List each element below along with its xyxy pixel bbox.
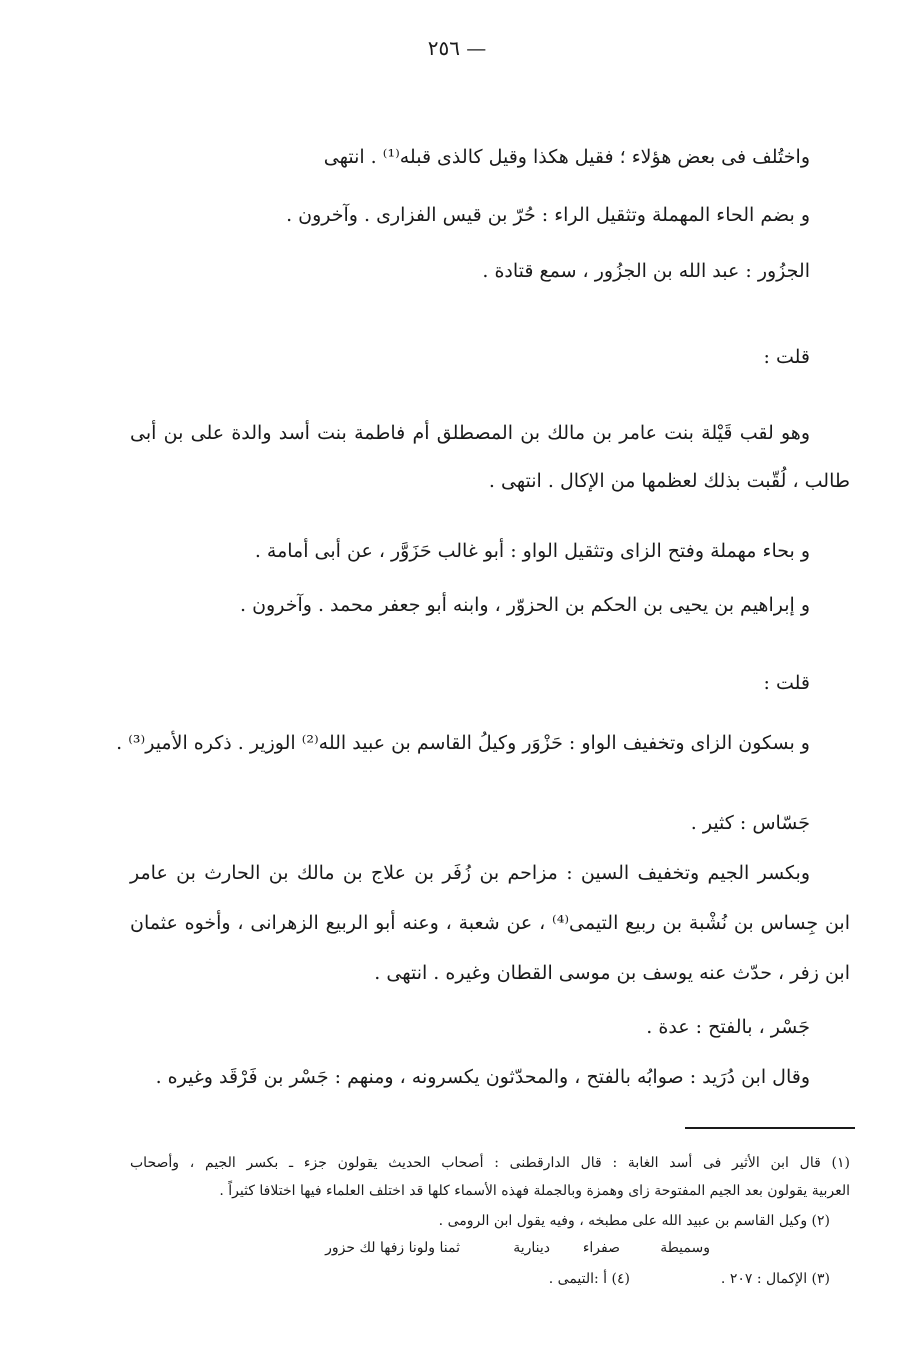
- body-line-3: الجزُور : عبد الله بن الجزُور ، سمع قتادة .: [482, 260, 810, 282]
- body-line-10: و بسكون الزاى وتخفيف الواو : حَزْوَر وكيلُ القاسم بن عبيد الله⁽²⁾ الوزير . ذكره الأمير⁽³⁾ .: [116, 732, 810, 754]
- footnote-1-line-2: العربية يقولون بعد الجيم المفتوحة زاى وهمزة وبالجملة فهذه الأسماء كلها قد اختلف العلماء فيها اختلافا كثيراً .: [219, 1183, 850, 1199]
- body-line-13: ابن جِساس بن نُشْبة بن ربيع التيمى⁽⁴⁾ ، عن شعبة ، وعنه أبو الربيع الزهرانى ، وأخوه عثمان: [130, 912, 850, 934]
- body-line-5: وهو لقب قَيْلة بنت عامر بن مالك بن المصطلق أم فاطمة بنت أسد والدة على بن أبى: [130, 422, 810, 444]
- body-line-14: ابن زفر ، حدّث عنه يوسف بن موسى القطان وغيره . انتهى .: [374, 962, 850, 984]
- verse-word-4: ثمنا ولونا زفها لك حزور: [325, 1240, 460, 1256]
- footnote-4: (٤) أ :التيمى .: [548, 1271, 630, 1287]
- body-line-7: و بحاء مهملة وفتح الزاى وتثقيل الواو : أبو غالب حَزَوَّر ، عن أبى أمامة .: [254, 540, 810, 562]
- section-heading-qult-2: قلت :: [763, 672, 810, 694]
- body-line-6: طالب ، لُقّبت بذلك لعظمها من الإكال . انتهى .: [488, 470, 850, 492]
- page-number: — ٢٥٦: [427, 36, 487, 60]
- entry-jasr: جَسْر ، بالفتح : عدة .: [646, 1016, 810, 1038]
- body-line-2: و بضم الحاء المهملة وتثقيل الراء : حُرّ بن قيس الفزارى . وآخرون .: [286, 204, 810, 226]
- verse-word-2: صفراء: [582, 1240, 620, 1256]
- verse-word-1: وسميطة: [660, 1240, 710, 1256]
- footnote-2: (٢) وكيل القاسم بن عبيد الله على مطبخه ، وفيه يقول ابن الرومى .: [438, 1213, 830, 1229]
- verse-word-3: دينارية: [513, 1240, 550, 1256]
- footnote-1-line-1: (١) قال ابن الأثير فى أسد الغابة : قال الدارقطنى : أصحاب الحديث يقولون جزء ـ بكسر الجيم ، وأصحاب: [130, 1155, 850, 1171]
- body-line-1: واختُلف فى بعض هؤلاء ؛ فقيل هكذا وقيل كالذى قبله⁽¹⁾ . انتهى: [323, 146, 810, 168]
- section-heading-qult-1: قلت :: [763, 346, 810, 368]
- body-line-8: و إبراهيم بن يحيى بن الحكم بن الحزوّر ، وابنه أبو جعفر محمد . وآخرون .: [240, 594, 810, 616]
- footnote-divider: [685, 1127, 855, 1129]
- body-line-16: وقال ابن دُرَيد : صوابُه بالفتح ، والمحدّثون يكسرونه ، ومنهم : جَسْر بن فَرْقَد وغيره .: [155, 1066, 810, 1088]
- entry-jassas: جَسّاس : كثير .: [690, 812, 810, 834]
- body-line-12: وبكسر الجيم وتخفيف السين : مزاحم بن زُفَر بن علاج بن مالك بن الحارث بن عامر: [130, 862, 810, 884]
- footnote-verse: [270, 1240, 710, 1264]
- footnote-3: (٣) الإكمال : ٢٠٧ .: [720, 1271, 830, 1287]
